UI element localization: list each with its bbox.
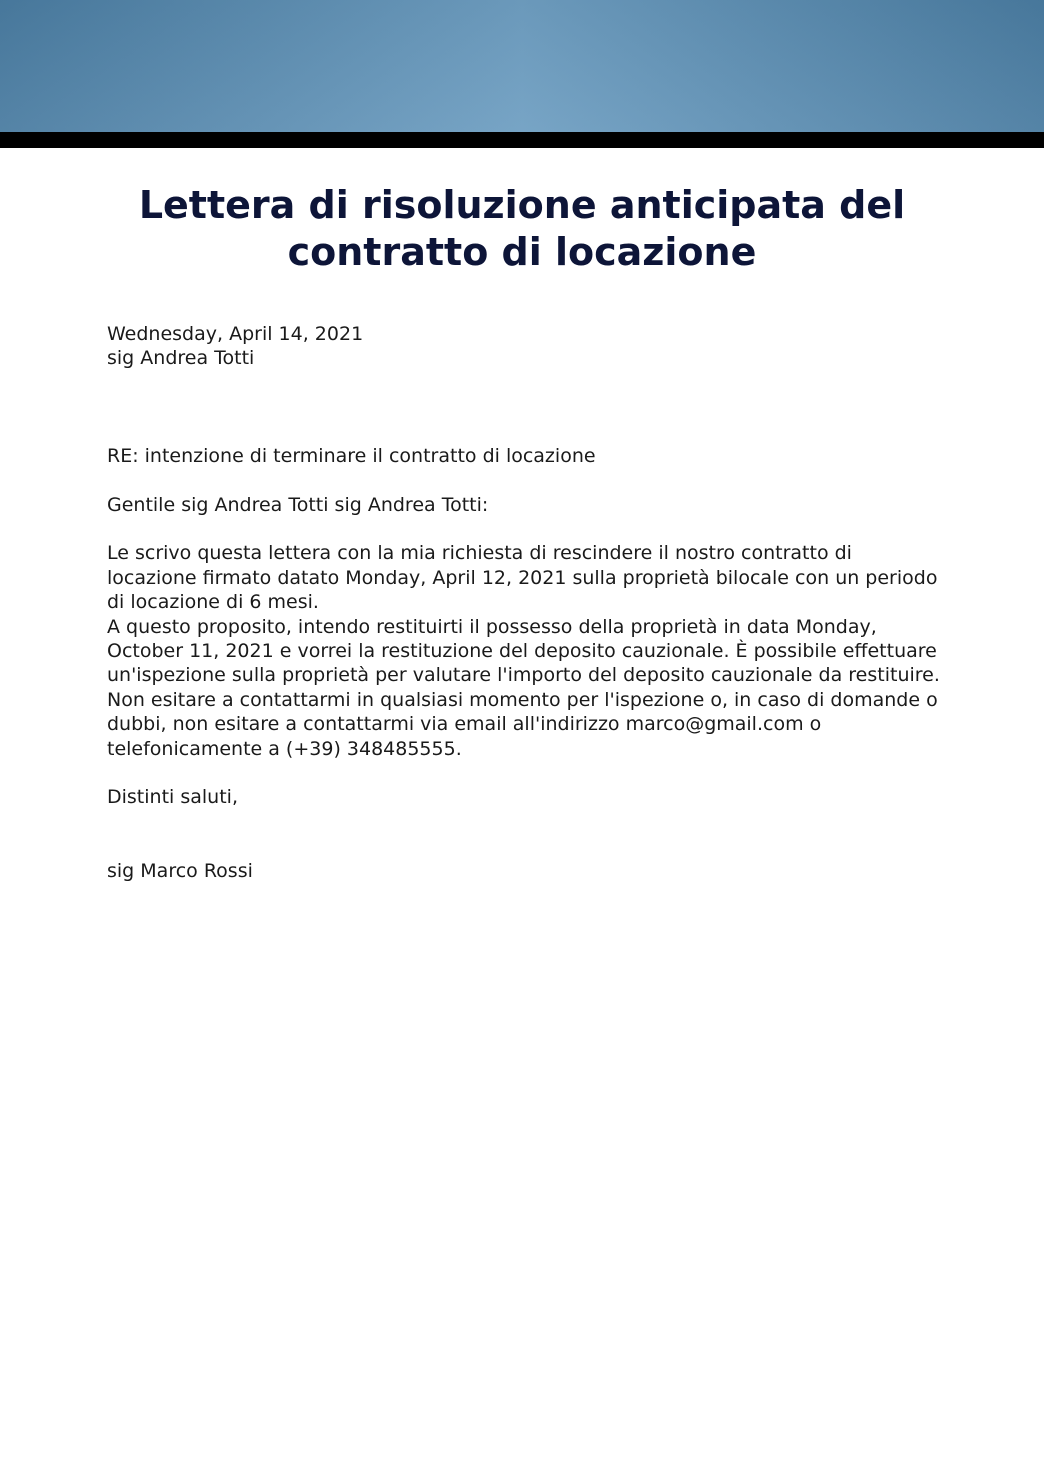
- header-rule: [0, 132, 1044, 148]
- header-band: [0, 0, 1044, 132]
- letter-closing: Distinti saluti,: [107, 786, 238, 809]
- letter-date: Wednesday, April 14, 2021: [107, 323, 364, 345]
- letter-recipient: sig Andrea Totti: [107, 347, 255, 370]
- letter-paragraph: A questo proposito, intendo restituirti il possesso della proprietà in data Monday, October 11, 2021 e vorrei la restituzione del deposito cauzionale. È possibile effettuare un'ispezione sulla proprietà per valutare l'importo del deposito cauzionale da restituire.: [107, 615, 940, 687]
- letter-body: [107, 322, 947, 883]
- letter-paragraph: Non esitare a contattarmi in qualsiasi momento per l'ispezione o, in caso di domande o dubbi, non esitare a contattarmi via email all'indirizzo marco@gmail.com o telefonicamente a (+39) 348485555.: [107, 688, 938, 760]
- document-title: Lettera di risoluzione anticipata del contratto di locazione: [138, 183, 906, 274]
- letter-greeting: Gentile sig Andrea Totti sig Andrea Totti:: [107, 493, 489, 516]
- letter-paragraph: Le scrivo questa lettera con la mia richiesta di rescindere il nostro contratto di locazione firmato datato Monday, April 12, 2021 sulla proprietà bilocale con un periodo di locazione di 6 mesi.: [107, 542, 938, 614]
- letter-subject: RE: intenzione di terminare il contratto di locazione: [107, 444, 596, 467]
- letter-signature: sig Marco Rossi: [107, 859, 253, 882]
